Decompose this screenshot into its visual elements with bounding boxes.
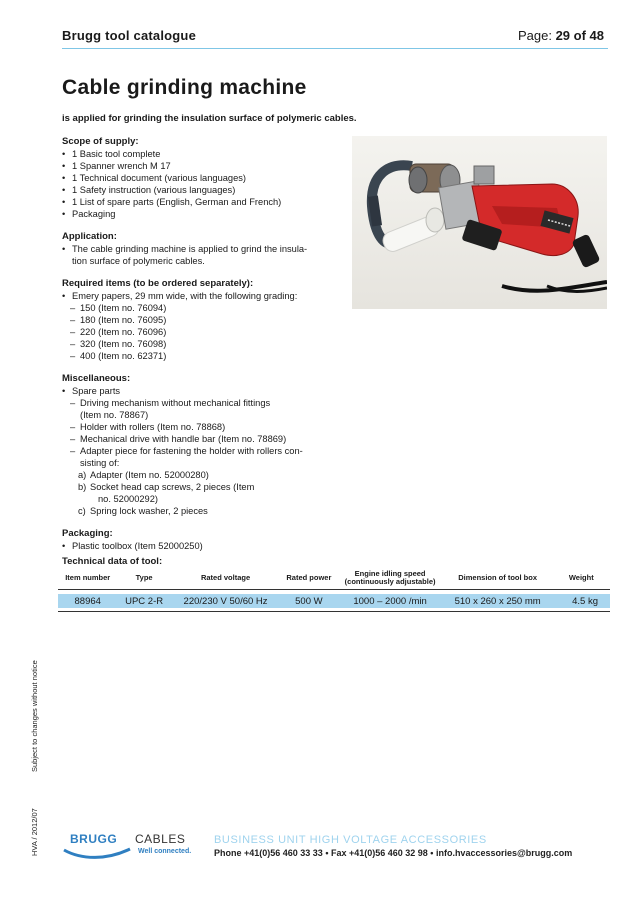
packaging-heading: Packaging: <box>62 528 113 539</box>
brugg-cables-logo <box>62 832 212 860</box>
table-bottom-rule <box>58 611 610 612</box>
list-item: • 1 Technical document (various languages) <box>62 172 324 184</box>
application-heading: Application: <box>62 231 117 242</box>
col-item-number: Item number <box>58 567 117 590</box>
cell-engine-speed: 1000 – 2000 /min <box>337 594 442 608</box>
list-item: – Driving mechanism without mechanical fittings (Item no. 78867) <box>62 397 324 421</box>
col-rated-voltage: Rated voltage <box>171 567 281 590</box>
header-divider <box>62 48 608 49</box>
list-item: • Plastic toolbox (Item 52000250) <box>62 540 324 552</box>
list-item: • 1 Safety instruction (various languages) <box>62 184 324 196</box>
col-engine-speed: Engine idling speed (continuously adjustable) <box>337 567 442 590</box>
scope-list <box>62 148 324 220</box>
page-number: Page: 29 of 48 <box>517 28 604 43</box>
list-item: – 220 (Item no. 76096) <box>62 326 324 338</box>
list-item: – 320 (Item no. 76098) <box>62 338 324 350</box>
misc-heading: Miscellaneous: <box>62 373 131 384</box>
col-type: Type <box>117 567 170 590</box>
list-item: – Adapter piece for fastening the holder with rollers con- sisting of: <box>62 445 324 469</box>
list-item: a) Adapter (Item no. 52000280) <box>78 470 209 480</box>
list-item: c) Spring lock washer, 2 pieces <box>78 506 208 516</box>
logo-brugg-text: BRUGG <box>70 832 118 846</box>
cell-rated-power: 500 W <box>280 594 337 608</box>
cell-dimension: 510 x 260 x 250 mm <box>443 594 553 608</box>
list-item: • Spare parts <box>62 385 324 397</box>
product-photo <box>352 136 607 309</box>
list-item: b) Socket head cap screws, 2 pieces (Item no. 52000292) <box>78 482 255 504</box>
list-item: – Holder with rollers (Item no. 78868) <box>62 421 324 433</box>
list-item: – 150 (Item no. 76094) <box>62 302 324 314</box>
tech-data-table <box>58 567 610 608</box>
misc-section <box>62 373 324 517</box>
scope-section <box>62 136 324 220</box>
required-section <box>62 278 324 362</box>
business-unit: BUSINESS UNIT HIGH VOLTAGE ACCESSORIES <box>214 834 487 846</box>
side-notice: Subject to changes without notice <box>30 660 39 772</box>
table-header-row <box>58 567 610 590</box>
col-dimension: Dimension of tool box <box>443 567 553 590</box>
list-item: – 180 (Item no. 76095) <box>62 314 324 326</box>
logo-swoosh-icon <box>62 846 132 860</box>
list-item: • 1 Spanner wrench M 17 <box>62 160 324 172</box>
logo-cables-text: CABLES <box>135 832 186 846</box>
list-item: • Emery papers, 29 mm wide, with the following grading: <box>62 290 324 302</box>
list-item: – 400 (Item no. 62371) <box>62 350 324 362</box>
required-heading: Required items (to be ordered separately): <box>62 278 254 289</box>
application-section <box>62 231 324 267</box>
catalogue-title: Brugg tool catalogue <box>62 28 196 43</box>
contact-line: Phone +41(0)56 460 33 33 • Fax +41(0)56 460 32 98 • info.hvaccessories@brugg.com <box>214 848 573 858</box>
table-row <box>58 594 610 608</box>
cell-type: UPC 2-R <box>117 594 170 608</box>
list-item: – Mechanical drive with handle bar (Item no. 78869) <box>62 433 324 445</box>
intro-text: is applied for grinding the insulation surface of polymeric cables. <box>62 113 357 124</box>
scope-heading: Scope of supply: <box>62 136 139 147</box>
packaging-section <box>62 528 324 552</box>
page-header <box>62 28 608 48</box>
col-rated-power: Rated power <box>280 567 337 590</box>
cell-weight: 4.5 kg <box>553 594 610 608</box>
logo-tagline: Well connected. <box>138 848 192 855</box>
page-title: Cable grinding machine <box>62 76 307 99</box>
cell-item-number: 88964 <box>58 594 117 608</box>
tech-data-heading: Technical data of tool: <box>62 556 163 567</box>
col-weight: Weight <box>553 567 610 590</box>
grinding-machine-illustration <box>352 136 607 309</box>
list-item: • 1 List of spare parts (English, German and French) <box>62 196 324 208</box>
side-code: HVA / 2012/07 <box>30 808 39 856</box>
cell-rated-voltage: 220/230 V 50/60 Hz <box>171 594 281 608</box>
list-item: • Packaging <box>62 208 324 220</box>
description-body <box>62 136 324 563</box>
list-item: • The cable grinding machine is applied to grind the insula- tion surface of polymeric cables. <box>62 243 324 267</box>
list-item: • 1 Basic tool complete <box>62 148 324 160</box>
